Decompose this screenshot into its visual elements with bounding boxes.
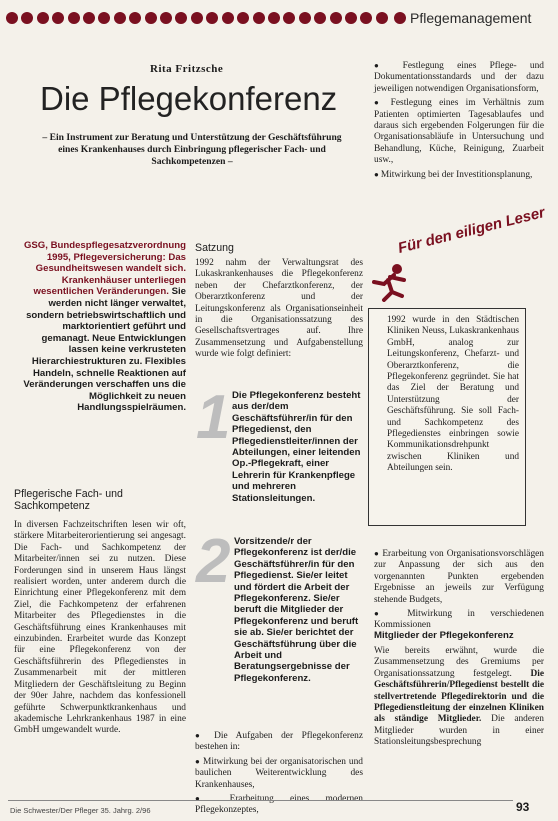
task-item: ● Mitwirkung in verschiedenen Kommissionen <box>374 608 544 632</box>
mid-col-heading: Satzung <box>195 242 234 254</box>
header-dot-icon <box>268 12 280 24</box>
task-item: ● Erarbeitung eines modernen Pflegekonzeptes, <box>195 793 363 817</box>
left-col-heading: Pflegerische Fach- und Sachkompetenz <box>14 488 123 512</box>
header-dot-icon <box>160 12 172 24</box>
article-subtitle: – Ein Instrument zur Beratung und Unterstützung der Geschäftsführung eines Krankenhauses durch Einbringung pflegerischer Fach- und Sachkompetenzen – <box>42 132 342 167</box>
item-2-text: Vorsitzende/r der Pflegekonferenz ist der/die Geschäftsführer/in für den Pflegedienst. Sie/er leitet und fördert die Arbeit der Pflegekonferenz. Sie/er beruft die Mitglieder der Pflegekonferenz und beruft sie ab. Sie/er berichtet der Geschäftsführung über die Arbeit und Beratungsergebnisse der Pflegekonferenz. <box>234 536 359 684</box>
runner-icon <box>370 262 410 302</box>
lead-text-a: GSG, Bundespflegesatzverordnung 1995, Pflegeversicherung: <box>23 240 186 263</box>
section-label-text: Pflegemanagement <box>410 10 532 26</box>
item-2-text-head <box>234 536 364 684</box>
header-dot-icon <box>314 12 326 24</box>
header-dot-icon <box>114 12 126 24</box>
footer-source: Die Schwester/Der Pfleger 35. Jahrg. 2/96 <box>10 806 151 815</box>
author-name: Rita Fritzsche <box>150 63 224 75</box>
header-dot-icon <box>345 12 357 24</box>
section-label <box>394 10 531 26</box>
left-col-paragraph: In diversen Fachzeitschriften lesen wir oft, stärkere Mitarbeiterorientierung sei angesagt. Die Fach- und Sachkompetenz der Mitarbeiter/innen sei zu nutzen. Diese Forderungen sind in unserem Haus längst realisiert worden, unter anderem durch die Einrichtung einer Pflegekonferenz mit dem Ziel, die Fachkompetenz der erfahrenen Mitarbeiter des Pflegedienstes in die Geschäftsführung eines Krankenhauses mit einzubinden. Erarbeitet wurde das Konzept für eine Pflegekonferenz von der Geschäftsführerin des Pflegedienstes in Zusammenarbeit mit der mittleren Mitgliedern der Geschäftsleitung zu Beginn der 90er Jahre, nachdem das konfessionell geführte Schwerpunktkrankenhaus und akademische Lehrkrankenhaus 1987 in eine GmbH umgewandelt wurde. <box>14 520 186 736</box>
header-dot-icon <box>283 12 295 24</box>
header-dot-icon <box>37 12 49 24</box>
members-text-c: Die anderen Mitglieder wurden in einer Stationsleitungsbesprechung <box>374 714 544 748</box>
item-number-2: 2 <box>196 527 231 596</box>
lead-paragraph <box>14 240 186 414</box>
header-dot-icon <box>191 12 203 24</box>
members-body <box>374 646 544 749</box>
left-col-body <box>14 520 186 739</box>
quick-reader-banner: Für den eiligen Leser <box>396 204 547 257</box>
mid-col-body <box>195 258 363 363</box>
members-heading: Mitglieder der Pflegekonferenz <box>374 630 514 641</box>
summary-text: 1992 wurde in den Städtischen Kliniken Neuss, Lukaskrankenhaus GmbH, analog zur Leitungskonferenz, Chefarzt- und Oberarztkonferenz, die Pflegekonferenz gegründet. Sie hat das Ziel der Beratung und Unterstützung der Geschäftsführung. Sie soll Fach- und Sachkompetenz des Pflegedienstes einbringen sowie Kommunikationsdrehpunkt zwischen Kliniken und Abteilungen sein. <box>387 315 519 474</box>
right-col-bullets-top <box>374 60 544 183</box>
article-title: Die Pflegekonferenz <box>40 80 338 117</box>
header-dot-icon <box>253 12 265 24</box>
header-dot-icon <box>206 12 218 24</box>
task-item: ● Mitwirkung bei der organisatorischen und baulichen Weiterentwicklung des Krankenhauses, <box>195 756 363 791</box>
footer-rule <box>8 800 513 801</box>
lead-text-c: Sie werden nicht länger verwaltet, sondern betriebswirtschaftlich und marktorientiert geführt und gemanagt. Neue Entwicklungen lassen keine verkrusteten Hierarchiestrukturen zu. Flexibles Handeln, schnelle Reaktionen auf Veränderungen verschaffen uns die Möglichkeit zu neuen Handlungsspielräumen. <box>23 286 186 414</box>
lead-text-b: Das Gesundheitswesen wandelt sich. Krankenhäuser unterliegen wesentlichen Veränderungen. <box>33 251 186 298</box>
header-dot-icon <box>98 12 110 24</box>
item-number-1: 1 <box>196 383 231 452</box>
right-col-bullets-bottom <box>374 548 544 634</box>
header-dot-icon <box>376 12 388 24</box>
task-item: ● Mitwirkung bei der Investitionsplanung, <box>374 169 544 181</box>
page-number: 93 <box>516 800 530 814</box>
header-dot-icon <box>237 12 249 24</box>
header-dot-rule <box>6 10 388 26</box>
summary-box <box>368 308 526 526</box>
header-dot-icon <box>360 12 372 24</box>
header-dot-icon <box>52 12 64 24</box>
header-dot-icon <box>68 12 80 24</box>
mid-col-paragraph: 1992 nahm der Verwaltungsrat des Lukaskrankenhauses die Pflegekonferenz neben der Chefarztkonferenz, der Oberarztkonferenz und der Leitungskonferenz als Organisationseinheit in die Organisationssatzung des Gesellschaftsvertrages auf. Ihre Zusammensetzung und Aufgabenstellung wurde wie folgt definiert: <box>195 258 363 360</box>
header-dot-icon <box>21 12 33 24</box>
members-text-b: Die Geschäftsführerin/Pflegedienst bestellt die stellvertretende Pflegedirektorin und die Pflegedienstleitung der einzelnen Kliniken als ständige Mitglieder. <box>374 668 544 725</box>
tasks-intro: ● Die Aufgaben der Pflegekonferenz bestehen in: <box>195 730 363 754</box>
header-dot-icon <box>145 12 157 24</box>
task-item: ● Festlegung eines im Verhältnis zum Patienten optimierten Tagesablaufes und daraus sich ergebenden Folgerungen für die Organisationsabläufe in Untersuchung und Behandlung, Küche, Reinigung, Zuarbeit usw., <box>374 97 544 166</box>
members-text-a: Wie bereits erwähnt, wurde die Zusammensetzung des Gremiums per Organisationssatzung festgelegt. <box>374 646 544 679</box>
header-dot-icon <box>222 12 234 24</box>
header-dot-icon <box>6 12 18 24</box>
task-item: ● Erarbeitung von Organisationsvorschlägen zur Anpassung der sich aus den vorgenannten Punkten ergebenden Ergebnisse an jeweils zur Verfügung stehende Budgets, <box>374 548 544 606</box>
header-dot-icon <box>299 12 311 24</box>
task-item: ● Festlegung eines Pflege- und Dokumentationsstandards und der dazu jeweiligen notwendigen Organisationsform, <box>374 60 544 95</box>
header-dot-icon <box>175 12 187 24</box>
item-1-text: Die Pflegekonferenz besteht aus der/dem Geschäftsführer/in für den Pflegedienst, den Pflegedienstleiter/innen der Abteilungen, einer leitenden Op.-Pflegekraft, einer Lehrerin für Krankenpflege und mehreren Stationsleitungen. <box>232 390 361 504</box>
header-dot-icon <box>83 12 95 24</box>
header-dot-icon <box>330 12 342 24</box>
section-bullet-icon <box>394 12 406 24</box>
header-dot-icon <box>129 12 141 24</box>
tasks-list <box>195 730 363 819</box>
